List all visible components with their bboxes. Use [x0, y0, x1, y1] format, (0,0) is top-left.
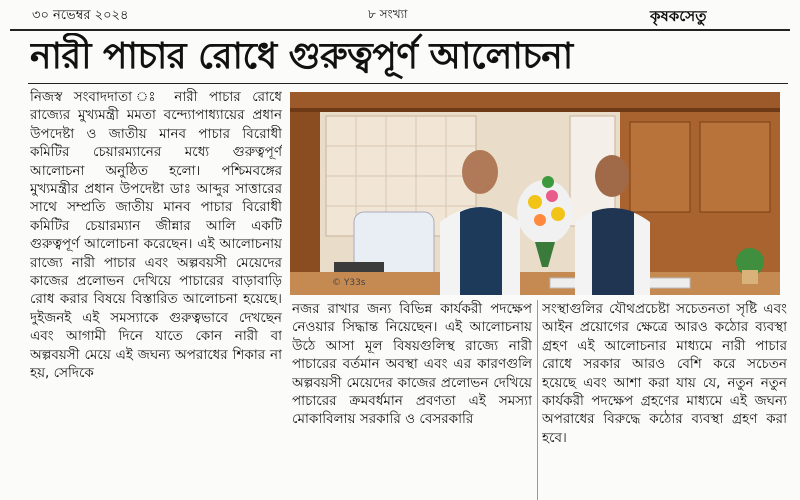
header-rule-top — [10, 29, 790, 31]
photo-illustration — [290, 92, 780, 295]
news-photo — [290, 92, 780, 295]
article-column-2: নজর রাখার জন্য বিভিন্ন কার্যকরী পদক্ষেপ নেওয়ার সিদ্ধান্ত নিয়েছেন। এই আলোচনায় উঠে আসা মূল বিষয়গুলিস্থ রাজ্যে নারী পাচারের বর্তমান অবস্থা এবং এর কারণগুলি অল্পবয়সী মেয়েদের কাজের প্রলোভন দেখিয়ে পাচারের ক্রমবর্ধমান প্রবণতা এই সমস্যা মোকাবিলায় সরকারি ও বেসরকারি — [292, 301, 532, 428]
headline-rule — [28, 83, 788, 84]
column-divider — [537, 300, 538, 500]
headline: নারী পাচার রোধে গুরুত্বপূর্ণ আলোচনা — [30, 36, 573, 77]
page-header — [0, 0, 800, 30]
newspaper-name: কৃষকসেতু — [650, 7, 707, 25]
photo-watermark: © Y33s — [332, 278, 366, 288]
article-column-1: নিজস্ব সংবাদদাতা ঃ নারী পাচার রোধে রাজ্যের মুখ্যমন্ত্রী মমতা বন্দ্যোপাধ্যায়ের প্রধান উপদেষ্টা ও জাতীয় মানব পাচার বিরোধী কমিটির চেয়ারম্যানের মধ্যে গুরুত্বপূর্ণ আলোচনা অনুষ্ঠিত হলো। পশ্চিমবঙ্গের মুখ্যমন্ত্রীর প্রধান উপদেষ্টা ডাঃ আব্দুর সাত্তারের সাথে সম্প্রতি জাতীয় মানব পাচার বিরোধী কমিটির চেয়ারম্যান জীন্নার আলি একটি গুরুত্বপূর্ণ আলোচনা করেছেন। এই আলোচনায় রাজ্যে নারী পাচার এবং অল্পবয়সী মেয়েদের কাজের প্রলোভন দেখিয়ে পাচারের বাড়াবাড়ি রোধ করার বিষয়ে বিস্তারিত আলোচনা হয়েছে। দুইজনই এই সমস্যাকে গুরুত্বভাবে দেখছেন এবং আগামী দিনে যাতে কোন নারী বা অল্পবয়সী মেয়ে এই জঘন্য অপরাধের শিকার না হয়, সেদিকে — [30, 89, 282, 382]
issue-date: ৩০ নভেম্বর ২০২৪ — [32, 8, 129, 23]
article-column-3: সংস্থাগুলির যৌথপ্রচেষ্টা সচেতনতা সৃষ্টি এবং আইন প্রয়োগের ক্ষেত্রে আরও কঠোর ব্যবস্থা গ্রহণ এই আলোচনার মাধ্যমে নারী পাচার রোধে সরকার আরও বেশি করে সচেতন হয়েছে এবং আশা করা যায় যে, নতুন নতুন কার্যকরী পদক্ষেপ গ্রহণের মাধ্যমে এই জঘন্য অপরাধের বিরুদ্ধে কঠোর ব্যবস্থা গ্রহণ করা হবে। — [542, 301, 787, 446]
issue-number: ৮ সংখ্যা — [368, 7, 408, 21]
